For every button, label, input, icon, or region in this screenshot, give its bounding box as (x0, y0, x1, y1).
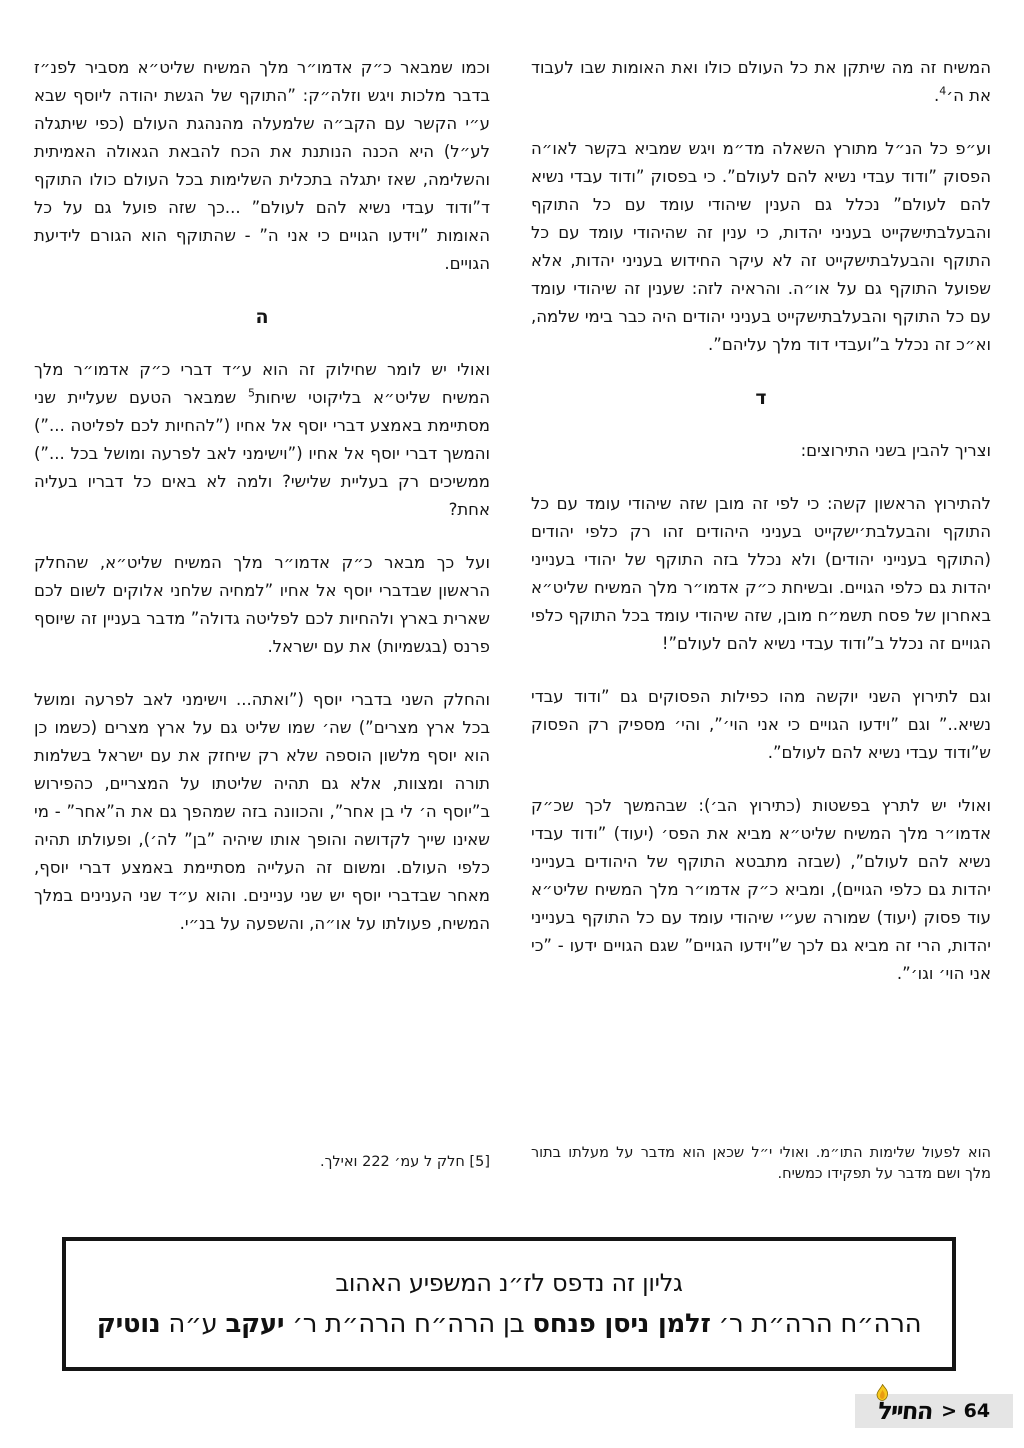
body-paragraph: וכמו שמבאר כ״ק אדמו״ר מלך המשיח שליט״א מסביר לפנ״ז בדבר מלכות ויגש וזלה״ק: ”התוקף של הגשת יהודה ליוסף שבא ע״י הקשר עם הקב״ה שלמעלה מהנהגת העולם (כפי שיתגלה לע״ל) היא הכנה הנותנת את הכח להבאת הגאולה האמיתית והשלימה, שאז יתגלה בתכלית השלימות בכל העולם כולו התוקף ד”ודוד עבדי נשיא להם לעולם” ...כך שזה פועל גם על כל האומות ”וידעו הגויים כי אני ה” - שהתוקף הוא הגורם לידיעת הגויים. (34, 58, 490, 273)
dedication-text: בן הרה״ח הרה״ת ר׳ (284, 1309, 533, 1339)
hachayal-logo (878, 1397, 932, 1425)
paragraph-text: . (933, 86, 940, 105)
footnote-ref-4: 4 (939, 84, 947, 98)
body-paragraph: והחלק השני בדברי יוסף (”ואתה... וישימני לאב לפרעה ומושל בכל ארץ מצרים”) שה׳ שמו שליט גם על ארץ מצרים (כשמו כן הוא יוסף מלשון הוספה שלא רק שיחזק את עם ישראל בשלמות תורה ומצוות, אלא גם תהיה שליטתו על המצריים, כהפירוש ב”יוסף ה׳ לי בן אחר”, והכוונה בזה שמהפך גם את ה”אחר” - מי שאינו שייך לקדושה והופך אותו שיהיה ”בן” לה׳), ופעולתו תהיה כלפי העולם. ומשום זה העלייה מסתיימת באמצע דברי יוסף, מאחר שבדברי יוסף יש שני עניינים. והוא ע״ד שני הענינים במלך המשיח, פעולתו על או״ה, והשפעה על בנ״י. (34, 690, 490, 933)
left-column (34, 54, 490, 963)
body-paragraph: וע״פ כל הנ״ל מתורץ השאלה מד״מ ויגש שמביא בקשר לאו״ה הפסוק ”ודוד עבדי נשיא להם לעולם”. כי בפסוק ”ודוד עבדי נשיא להם לעולם” נכלל גם הענין שיהודי עומד עם כל התוקף והבעלבתישקייט בעניני יהדות, כי ענין זה שהיהודי עומד עם כל התוקף והבעלבתישקייט זה לא עיקר החידוש בעניני יהדות, אלא שפועל התוקף גם על או״ה. והראיה לזה: שענין זה שיהודי עומד עם כל התוקף והבעלבתישקייט בעניני יהודים היה כבר בימי שלמה, וא״כ זה נכלל ב”ועבדי דוד מלך עליהם”. (531, 139, 991, 354)
footnote-ref-5: 5 (247, 386, 255, 400)
paragraph-text: שמבאר הטעם שעליית שני מסתיימת באמצע דברי יוסף אל אחיו (”להחיות לכם לפליטה ...”) והמשך דברי יוסף אל אחיו (”וישימני לאב לפרעה ומושל בכל ...”) ממשיכים רק בעליית שלישי? ולמה לא באים כל דבריו בעליה אחת? (34, 388, 490, 519)
page-number: > 64 (941, 1400, 991, 1422)
section-letter-he: ה (255, 306, 269, 328)
paragraph-text: המשיח זה מה שיתקן את כל העולם כולו ואת האומות שבו לעבוד את ה׳ (531, 58, 991, 105)
body-paragraph (531, 54, 991, 110)
dedication-line-1: גליון זה נדפס לז״נ המשפיע האהוב (335, 1269, 683, 1297)
dedication-name-bold: נוטיק (96, 1309, 161, 1339)
section-letter-dalet: ד (755, 387, 767, 409)
dedication-box (62, 1237, 956, 1371)
body-paragraph: וגם לתירוץ השני יוקשה מהו כפילות הפסוקים גם ”ודוד עבדי נשיא..” וגם ”וידעו הגויים כי אני הוי׳”, והי׳ מספיק רק הפסוק ש”ודוד עבדי נשיא להם לעולם”. (531, 687, 991, 762)
hachayal-logo-text: החייל (876, 1397, 934, 1425)
body-paragraph: וצריך להבין בשני התירוצים: (800, 441, 991, 460)
footer-strip (855, 1394, 1013, 1428)
dedication-line-2 (97, 1309, 922, 1339)
dedication-text: הרה״ח הרה״ת ר׳ (710, 1309, 922, 1339)
dedication-name-bold: יעקב (225, 1309, 285, 1339)
body-paragraph: להתירוץ הראשון קשה: כי לפי זה מובן שזה שיהודי עומד עם כל התוקף והבעלבת׳ישקייט בעניני היהודים זהו רק כלפי יהודים (התוקף בענייני יהודים) ולא נכלל בזה התוקף של יהודי בענייני יהדות גם כלפי הגויים. ובשיחת כ״ק אדמו״ר מלך המשיח שליט״א באחרון של פסח תשמ״ח מובן, שזה שיהודי עומד בכל התוקף כלפי הגויים זה נכלל ב”ודוד עבדי נשיא להם לעולם”! (531, 494, 991, 653)
dedication-name-bold: זלמן ניסן פנחס (532, 1309, 711, 1339)
paragraph-text: ואולי יש לומר שחילוק זה הוא ע״ד דברי כ״ק אדמו״ר מלך המשיח שליט״א בליקוטי שיחות (34, 360, 490, 407)
body-paragraph: ועל כך מבאר כ״ק אדמו״ר מלך המשיח שליט״א, שהחלק הראשון שבדברי יוסף אל אחיו ”למחיה שלחני אלוקים לשום לכם שארית בארץ ולהחיות לכם לפליטה גדולה” מדבר בעניין זה שיוסף פרנס (בגשמיות) את עם ישראל. (34, 553, 490, 656)
footnote-continuation: הוא לפעול שלימות התו״מ. ואולי י״ל שכאן הוא מדבר על מעלתו בתור מלך ושם מדבר על תפקידו כמשיח. (531, 1145, 991, 1182)
body-paragraph (34, 356, 490, 524)
right-column (531, 54, 991, 1013)
body-paragraph: ואולי יש לתרץ בפשטות (כתירוץ הב׳): שבהמשך לכך שכ״ק אדמו״ר מלך המשיח שליט״א מביא את הפס׳ (יעוד) ”ודוד עבדי נשיא להם לעולם”, (שבזה מתבטא התוקף של היהודים בענייני יהדות גם כלפי הגויים), ומביא כ״ק אדמו״ר מלך המשיח שליט״א עוד פסוק (יעוד) שמורה שע״י שיהודי עומד עם כל התוקף בענייני יהדות, הרי זה מביא גם לכך ש”וידעו הגויים” שגם הגויים ידעו - ”כי אני הוי׳ וגו׳”. (531, 796, 991, 983)
dedication-text: ע״ה (160, 1309, 226, 1339)
footnote-5: [5] חלק ל עמ׳ 222 ואילך. (319, 1154, 490, 1170)
